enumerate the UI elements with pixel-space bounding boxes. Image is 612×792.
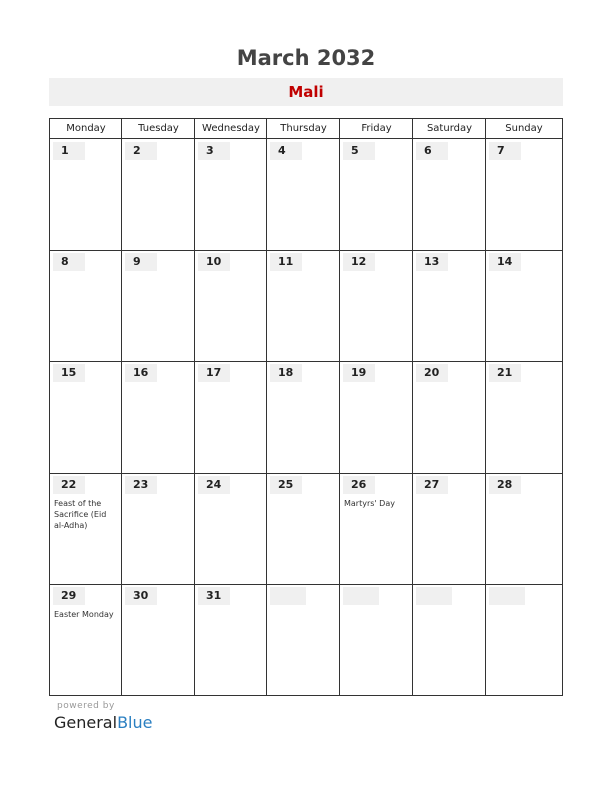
day-number: 20: [416, 364, 448, 382]
day-number: 9: [125, 253, 157, 271]
holiday-label: Martyrs' Day: [344, 498, 395, 508]
day-cell: [267, 139, 340, 250]
calendar-grid: [49, 118, 563, 696]
day-number: 31: [198, 587, 230, 605]
calendar-title: March 2032: [236, 46, 376, 70]
day-number: 5: [343, 142, 375, 160]
day-number: 3: [198, 142, 230, 160]
column-divider: [194, 119, 195, 695]
column-divider: [339, 119, 340, 695]
day-number: 18: [270, 364, 302, 382]
weekday-header-wednesday: Wednesday: [202, 123, 260, 134]
day-cell: [122, 473, 195, 584]
holiday-label: Easter Monday: [54, 609, 114, 619]
country-name: Mali: [49, 78, 563, 106]
day-number: 14: [489, 253, 521, 271]
weekday-header-tuesday: Tuesday: [138, 123, 179, 134]
day-number: 7: [489, 142, 521, 160]
day-cell: [486, 584, 562, 695]
day-cell: [50, 139, 122, 250]
weekday-header-saturday: Saturday: [426, 123, 473, 134]
day-number: 8: [53, 253, 85, 271]
day-cell: [340, 139, 413, 250]
column-divider: [121, 119, 122, 695]
day-cell: [122, 139, 195, 250]
day-cell: [195, 250, 267, 361]
day-number: [270, 587, 306, 605]
day-number: 1: [53, 142, 85, 160]
day-cell: [413, 361, 486, 472]
day-number: 15: [53, 364, 85, 382]
day-number: 19: [343, 364, 375, 382]
day-number: 13: [416, 253, 448, 271]
day-cell: [50, 250, 122, 361]
day-number: 24: [198, 476, 230, 494]
day-number: 27: [416, 476, 448, 494]
day-cell: [195, 584, 267, 695]
day-cell: [267, 250, 340, 361]
weekday-header-friday: Friday: [361, 123, 392, 134]
day-cell: [267, 361, 340, 472]
day-cell: [195, 473, 267, 584]
powered-by-text: powered by: [57, 701, 115, 711]
day-number: 26: [343, 476, 375, 494]
brand-blue: Blue: [117, 713, 153, 732]
weekday-header-sunday: Sunday: [505, 123, 543, 134]
day-cell: [340, 361, 413, 472]
row-divider: [50, 250, 562, 251]
day-number: 29: [53, 587, 85, 605]
day-cell: [486, 361, 562, 472]
day-number: 21: [489, 364, 521, 382]
day-cell: [195, 361, 267, 472]
row-divider: [50, 361, 562, 362]
calendar-body: [50, 139, 562, 695]
day-number: 23: [125, 476, 157, 494]
day-cell: [413, 473, 486, 584]
day-number: 28: [489, 476, 521, 494]
day-cell: [413, 584, 486, 695]
day-cell: [267, 473, 340, 584]
day-cell: [267, 584, 340, 695]
day-cell: [122, 361, 195, 472]
day-cell: [486, 250, 562, 361]
day-cell: [413, 250, 486, 361]
day-number: 2: [125, 142, 157, 160]
column-divider: [266, 119, 267, 695]
generalblue-logo[interactable]: [54, 713, 152, 732]
day-cell: [340, 473, 413, 584]
day-cell: [413, 139, 486, 250]
day-cell: [50, 584, 122, 695]
day-number: 16: [125, 364, 157, 382]
day-number: 11: [270, 253, 302, 271]
day-cell: [486, 473, 562, 584]
weekday-header-thursday: Thursday: [280, 123, 327, 134]
holiday-label: Feast of the Sacrifice (Eid al-Adha): [54, 498, 107, 530]
column-divider: [412, 119, 413, 695]
day-cell: [122, 584, 195, 695]
day-cell: [50, 361, 122, 472]
day-cell: [486, 139, 562, 250]
day-number: 12: [343, 253, 375, 271]
day-number: 6: [416, 142, 448, 160]
day-number: 10: [198, 253, 230, 271]
day-cell: [50, 473, 122, 584]
column-divider: [485, 119, 486, 695]
day-cell: [195, 139, 267, 250]
day-number: 17: [198, 364, 230, 382]
day-number: 22: [53, 476, 85, 494]
day-cell: [122, 250, 195, 361]
row-divider: [50, 473, 562, 474]
day-number: [416, 587, 452, 605]
day-number: 4: [270, 142, 302, 160]
day-cell: [340, 250, 413, 361]
brand-general: General: [54, 713, 118, 732]
day-cell: [340, 584, 413, 695]
day-number: [343, 587, 379, 605]
day-number: 30: [125, 587, 157, 605]
weekday-header-monday: Monday: [66, 123, 106, 134]
row-divider: [50, 584, 562, 585]
day-number: 25: [270, 476, 302, 494]
day-number: [489, 587, 525, 605]
